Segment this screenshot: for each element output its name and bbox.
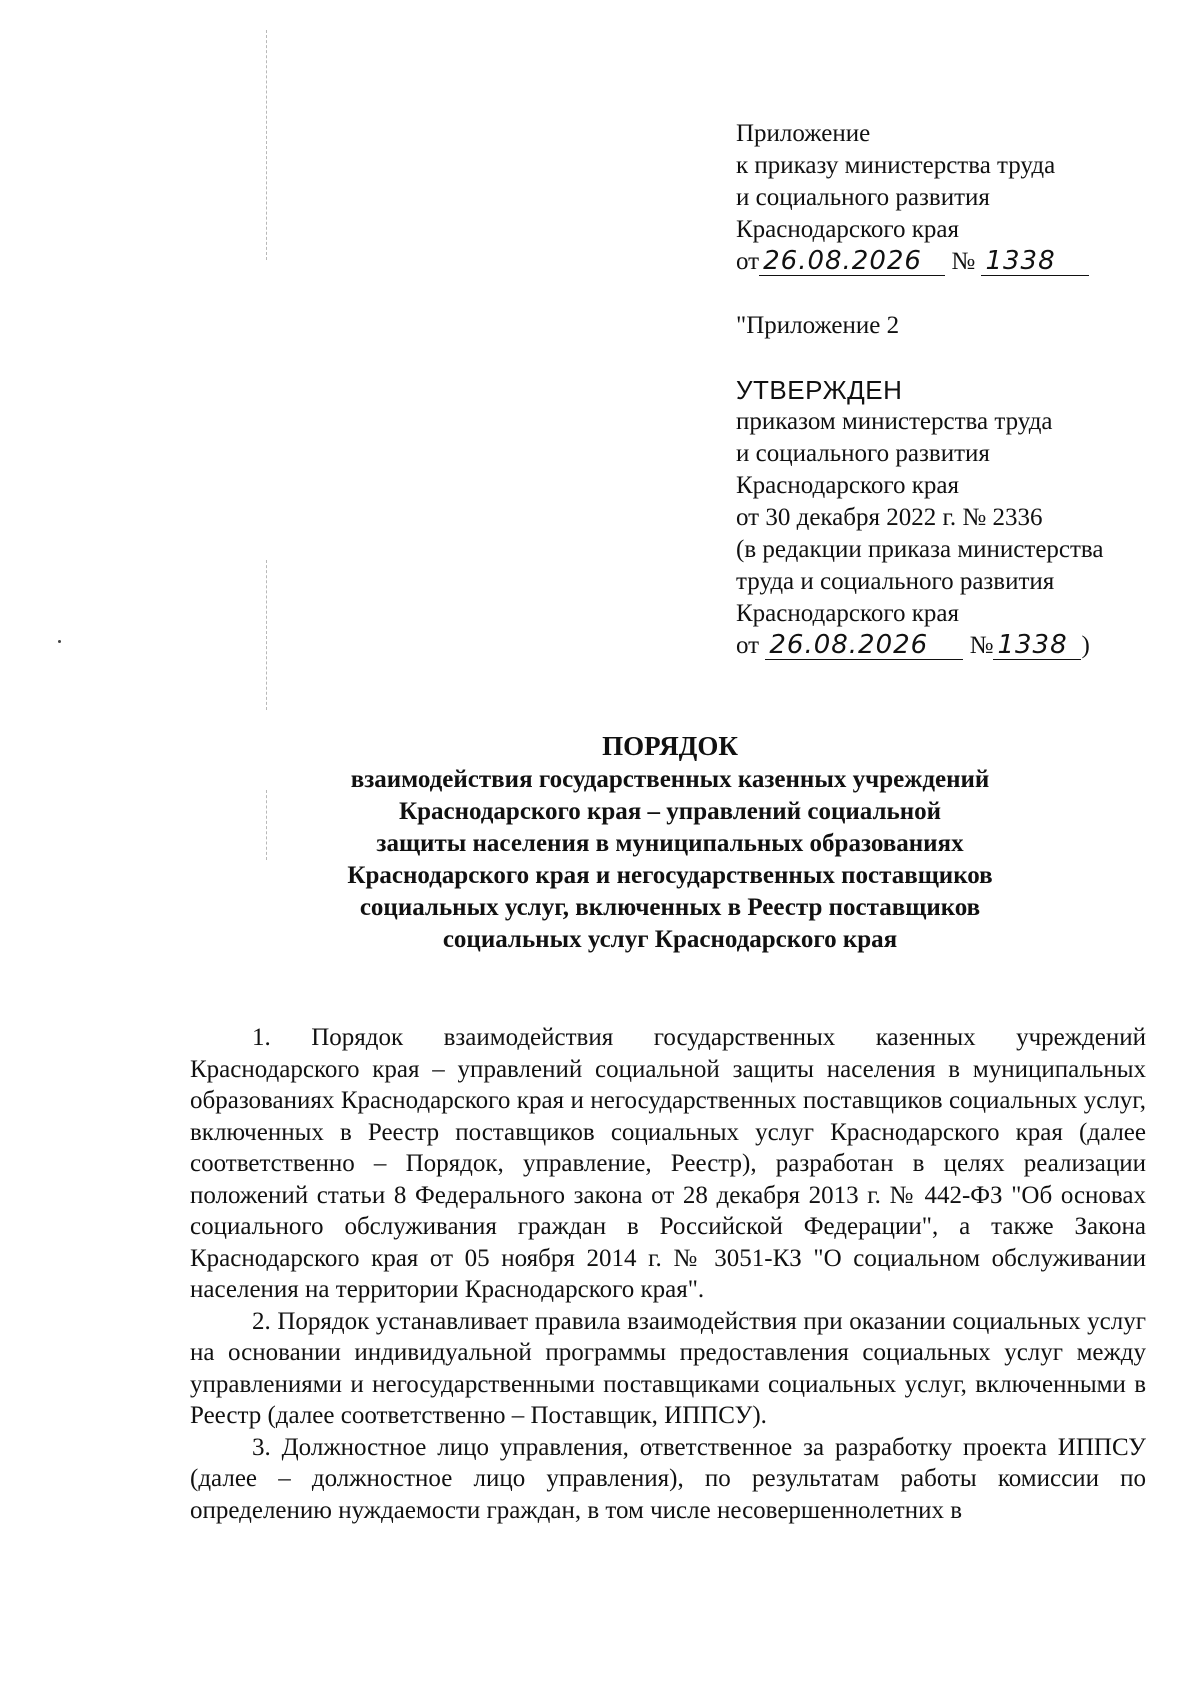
title-main: ПОРЯДОК	[602, 731, 738, 761]
title-line-4: Краснодарского края и негосударственных поставщиков	[347, 862, 993, 889]
handwritten-number: 1338	[993, 631, 1081, 660]
title-line-6: социальных услуг Краснодарского края	[442, 926, 898, 953]
approved-heading: УТВЕРЖДЕН	[736, 375, 903, 405]
paragraph-3: 3. Должностное лицо управления, ответственное за разработку проекта ИППСУ (далее – должностное лицо управления), по результатам работы комиссии по определению нуждаемости граждан, в том числе несовершеннолетних в	[190, 1433, 1146, 1524]
paragraph-1: 1. Порядок взаимодействия государственных казенных учреждений Краснодарского края – управлений социальной защиты населения в муниципальных образованиях Краснодарского края и негосударственных поставщиков социальных услуг, включенных в Реестр поставщиков социальных услуг Краснодарского края (далее соответственно – Порядок, управление, Реестр), разработан в целях реализации положений статьи 8 Федерального закона от 28 декабря 2013 г. № 442-ФЗ "Об основах социального обслуживания граждан в Российской Федерации", а также Закона Краснодарского края от 05 ноября 2014 г. № 3051-КЗ "О социальном обслуживании населения на территории Краснодарского края".	[190, 1024, 1146, 1303]
title-line-2: Краснодарского края – управлений социальной	[398, 798, 942, 825]
number-prefix: №	[951, 248, 976, 275]
scan-margin-mark	[266, 560, 267, 710]
paragraph-2: 2. Порядок устанавливает правила взаимодействия при оказании социальных услуг на основании индивидуальной программы предоставления социальных услуг между управлениями и негосударственными поставщиками социальных услуг, включенными в Реестр (далее соответственно – Поставщик, ИППСУ).	[190, 1307, 1146, 1429]
handwritten-date: 26.08.2026	[765, 631, 963, 660]
title-line-3: защиты населения в муниципальных образованиях	[376, 830, 964, 857]
approved-line-5: (в редакции приказа министерства	[736, 536, 1104, 563]
approved-line-6: труда и социального развития	[736, 568, 1055, 595]
approved-line-7: Краснодарского края	[736, 600, 959, 627]
scan-margin-mark	[266, 30, 267, 260]
appendix-2-label	[736, 310, 899, 342]
approved-line-2: и социального развития	[736, 440, 990, 467]
appendix-2-text: "Приложение 2	[736, 312, 900, 339]
approved-line-3: Краснодарского края	[736, 472, 959, 499]
handwritten-date: 26.08.2026	[759, 247, 945, 276]
closing-paren: )	[1081, 632, 1090, 659]
title-line-5: социальных услуг, включенных в Реестр поставщиков	[359, 894, 981, 921]
number-prefix: №	[969, 632, 994, 659]
appendix-label: Приложение	[736, 120, 871, 147]
appendix-region-line: Краснодарского края	[736, 216, 959, 243]
appendix-reference	[736, 118, 1089, 278]
appendix-date-line	[736, 246, 1089, 278]
scan-dot	[58, 640, 61, 643]
document-body	[190, 1022, 1146, 1526]
date-prefix: от	[736, 248, 760, 275]
approved-line-4: от 30 декабря 2022 г. № 2336	[736, 504, 1043, 531]
approved-line-1: приказом министерства труда	[736, 408, 1053, 435]
appendix-order-line: к приказу министерства труда	[736, 152, 1056, 179]
document-title	[210, 730, 1130, 956]
date-prefix: от	[736, 632, 760, 659]
appendix-ministry-line: и социального развития	[736, 184, 990, 211]
approved-block	[736, 374, 1104, 662]
handwritten-number: 1338	[981, 247, 1089, 276]
title-line-1: взаимодействия государственных казенных учреждений	[350, 766, 990, 793]
approved-date-line	[736, 630, 1104, 662]
